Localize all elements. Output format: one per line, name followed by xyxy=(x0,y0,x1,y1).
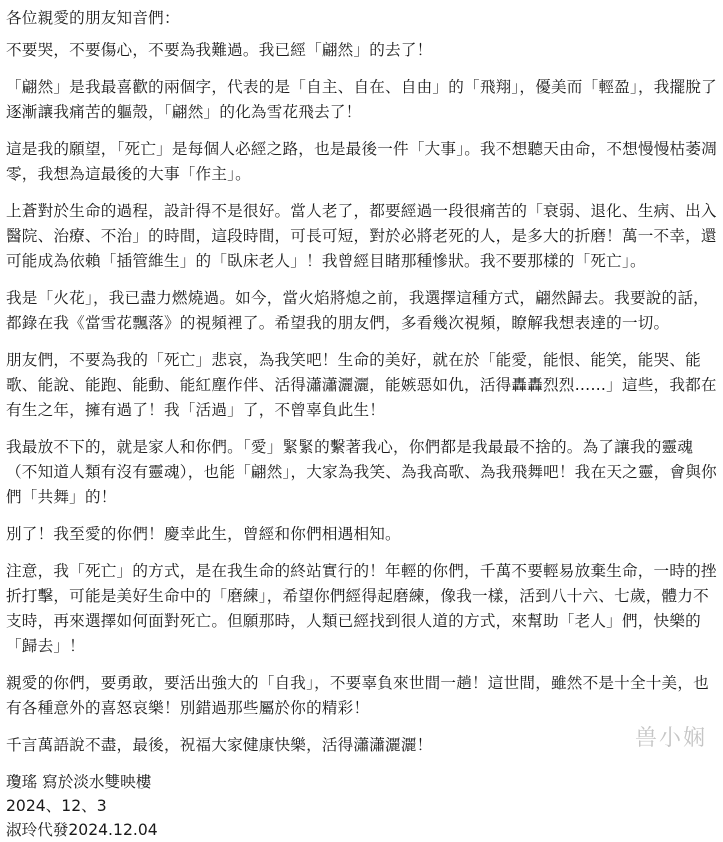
letter-paragraph: 親愛的你們，要勇敢，要活出強大的「自我」，不要辜負來世間一趟！這世間，雖然不是十全十美，也有各種意外的喜怒哀樂！別錯過那些屬於你的精彩！ xyxy=(6,674,709,717)
letter-paragraph: 「翩然」是我最喜歡的兩個字，代表的是「自主、自在、自由」的「飛翔」，優美而「輕盈」，我擺脫了逐漸讓我痛苦的軀殼，「翩然」的化為雪花飛去了！ xyxy=(6,78,717,121)
letter xyxy=(6,6,718,842)
signature-block xyxy=(6,770,718,842)
letter-paragraph: 不要哭，不要傷心，不要為我難過。我已經「翩然」的去了！ xyxy=(6,41,433,59)
letter-paragraph: 千言萬語說不盡，最後，祝福大家健康快樂，活得瀟瀟灑灑！ xyxy=(6,736,433,754)
watermark: 兽小娴 xyxy=(634,726,707,751)
signature: 瓊瑤 寫於淡水雙映樓 xyxy=(6,773,152,791)
letter-paragraph: 別了！我至愛的你們！慶幸此生，曾經和你們相遇相知。 xyxy=(6,525,401,543)
letter-paragraph: 我是「火花」，我已盡力燃燒過。如今，當火焰將熄之前，我選擇這種方式，翩然歸去。我要說的話，都錄在我《當雪花飄落》的視頻裡了。希望我的朋友們，多看幾次視頻，瞭解我想表達的一切。 xyxy=(6,289,709,332)
letter-paragraph: 注意，我「死亡」的方式，是在我生命的終站實行的！年輕的你們，千萬不要輕易放棄生命，一時的挫折打擊，可能是美好生命中的「磨練」，希望你們經得起磨練，像我一樣，活到八十六、七歲，體力不支時，再來選擇如何面對死亡。但願那時，人類已經找到很人道的方式，來幫助「老人」們，快樂的「歸去」！ xyxy=(6,562,717,655)
posted-by: 淑玲代發2024.12.04 xyxy=(6,821,158,839)
letter-paragraph: 我最放不下的，就是家人和你們。「愛」緊緊的繫著我心，你們都是我最最不捨的。為了讓我的靈魂（不知道人類有沒有靈魂），也能「翩然」，大家為我笑、為我高歌、為我飛舞吧！我在天之靈，會與你們「共舞」的！ xyxy=(6,438,717,506)
letter-greeting: 各位親愛的朋友知音們： xyxy=(6,9,180,27)
letter-date: 2024、12、3 xyxy=(6,797,107,815)
letter-paragraph: 這是我的願望，「死亡」是每個人必經之路，也是最後一件「大事」。我不想聽天由命，不想慢慢枯萎凋零，我想為這最後的大事「作主」。 xyxy=(6,140,717,183)
letter-paragraph: 上蒼對於生命的過程，設計得不是很好。當人老了，都要經過一段很痛苦的「衰弱、退化、生病、出入醫院、治療、不治」的時間，這段時間，可長可短，對於必將老死的人，是多大的折磨！萬一不幸，還可能成為依賴「插管維生」的「臥床老人」！我曾經目睹那種慘狀。我不要那樣的「死亡」。 xyxy=(6,202,717,270)
letter-paragraph: 朋友們，不要為我的「死亡」悲哀，為我笑吧！生命的美好，就在於「能愛，能恨、能笑，能哭、能歌、能說、能跑、能動、能紅塵作伴、活得瀟瀟灑灑，能嫉惡如仇，活得轟轟烈烈……」這些，我都在有生之年，擁有過了！我「活過」了，不曾辜負此生！ xyxy=(6,351,717,419)
